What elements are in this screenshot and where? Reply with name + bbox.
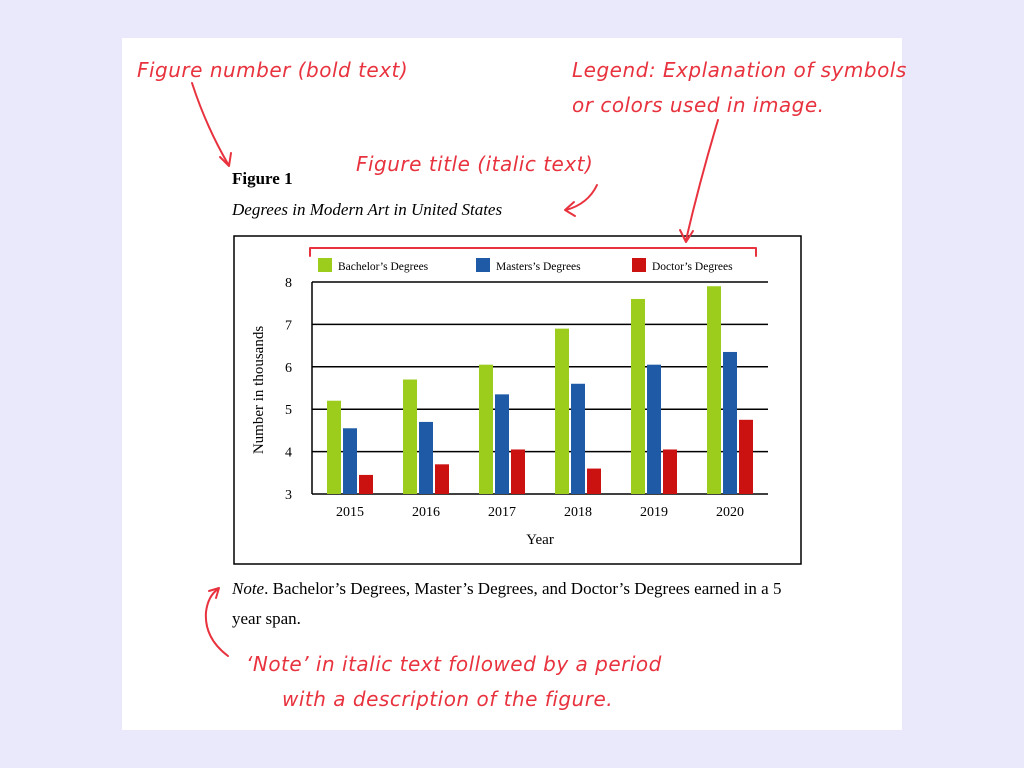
bar-2015-1 (343, 428, 357, 494)
bar-2017-0 (479, 365, 493, 494)
bar-2020-2 (739, 420, 753, 494)
bar-2016-0 (403, 380, 417, 494)
annotation-legend-line2: or colors used in image. (572, 93, 825, 117)
legend-label-2: Doctor’s Degrees (652, 261, 733, 273)
bar-2018-0 (555, 329, 569, 494)
note-text: . Bachelor’s Degrees, Master’s Degrees, and Doctor’s Degrees earned in a 5 year span. (232, 579, 782, 628)
y-tick-label: 5 (285, 403, 292, 419)
bar-2016-2 (435, 464, 449, 494)
arrow-note (206, 589, 228, 656)
x-axis-label: Year (526, 532, 554, 548)
bar-chart (251, 258, 768, 548)
y-tick-label: 6 (285, 360, 292, 376)
bar-2015-0 (327, 401, 341, 494)
legend-label-0: Bachelor’s Degrees (338, 261, 429, 273)
bar-2020-0 (707, 286, 721, 494)
x-tick-label: 2020 (716, 505, 744, 520)
x-tick-label: 2019 (640, 505, 668, 520)
y-tick-label: 8 (285, 276, 292, 291)
figure-number: Figure 1 (232, 169, 293, 188)
note-label: Note (232, 579, 265, 598)
x-tick-label: 2018 (564, 505, 592, 520)
bar-2015-2 (359, 475, 373, 494)
bar-2016-1 (419, 422, 433, 494)
y-tick-label: 7 (285, 318, 292, 334)
bar-2017-2 (511, 449, 525, 494)
legend-label-1: Masters’s Degrees (496, 261, 581, 273)
annotation-note-line1: ‘Note’ in italic text followed by a period (246, 652, 662, 676)
annotation-note-line2: with a description of the figure. (282, 687, 614, 711)
annotation-figure-title: Figure title (italic text) (356, 152, 594, 176)
bar-2019-2 (663, 449, 677, 494)
annotation-legend-line1: Legend: Explanation of symbols (572, 58, 907, 82)
bar-2019-0 (631, 299, 645, 494)
bar-2017-1 (495, 394, 509, 494)
annotation-figure-number: Figure number (bold text) (137, 58, 409, 82)
y-tick-label: 4 (285, 445, 292, 461)
arrow-figure-number (192, 83, 228, 164)
bar-2020-1 (723, 352, 737, 494)
bar-2018-1 (571, 384, 585, 494)
bar-2019-1 (647, 365, 661, 494)
x-tick-label: 2016 (412, 505, 440, 520)
legend-bracket (310, 248, 756, 256)
y-axis-label: Number in thousands (251, 325, 267, 455)
bar-2018-2 (587, 469, 601, 494)
y-tick-label: 3 (285, 488, 292, 503)
legend-swatch-2 (632, 258, 646, 272)
legend-swatch-1 (476, 258, 490, 272)
x-tick-label: 2017 (488, 505, 516, 520)
legend-swatch-0 (318, 258, 332, 272)
arrow-legend (686, 120, 718, 240)
x-tick-label: 2015 (336, 505, 364, 520)
figure-title: Degrees in Modern Art in United States (232, 200, 503, 219)
